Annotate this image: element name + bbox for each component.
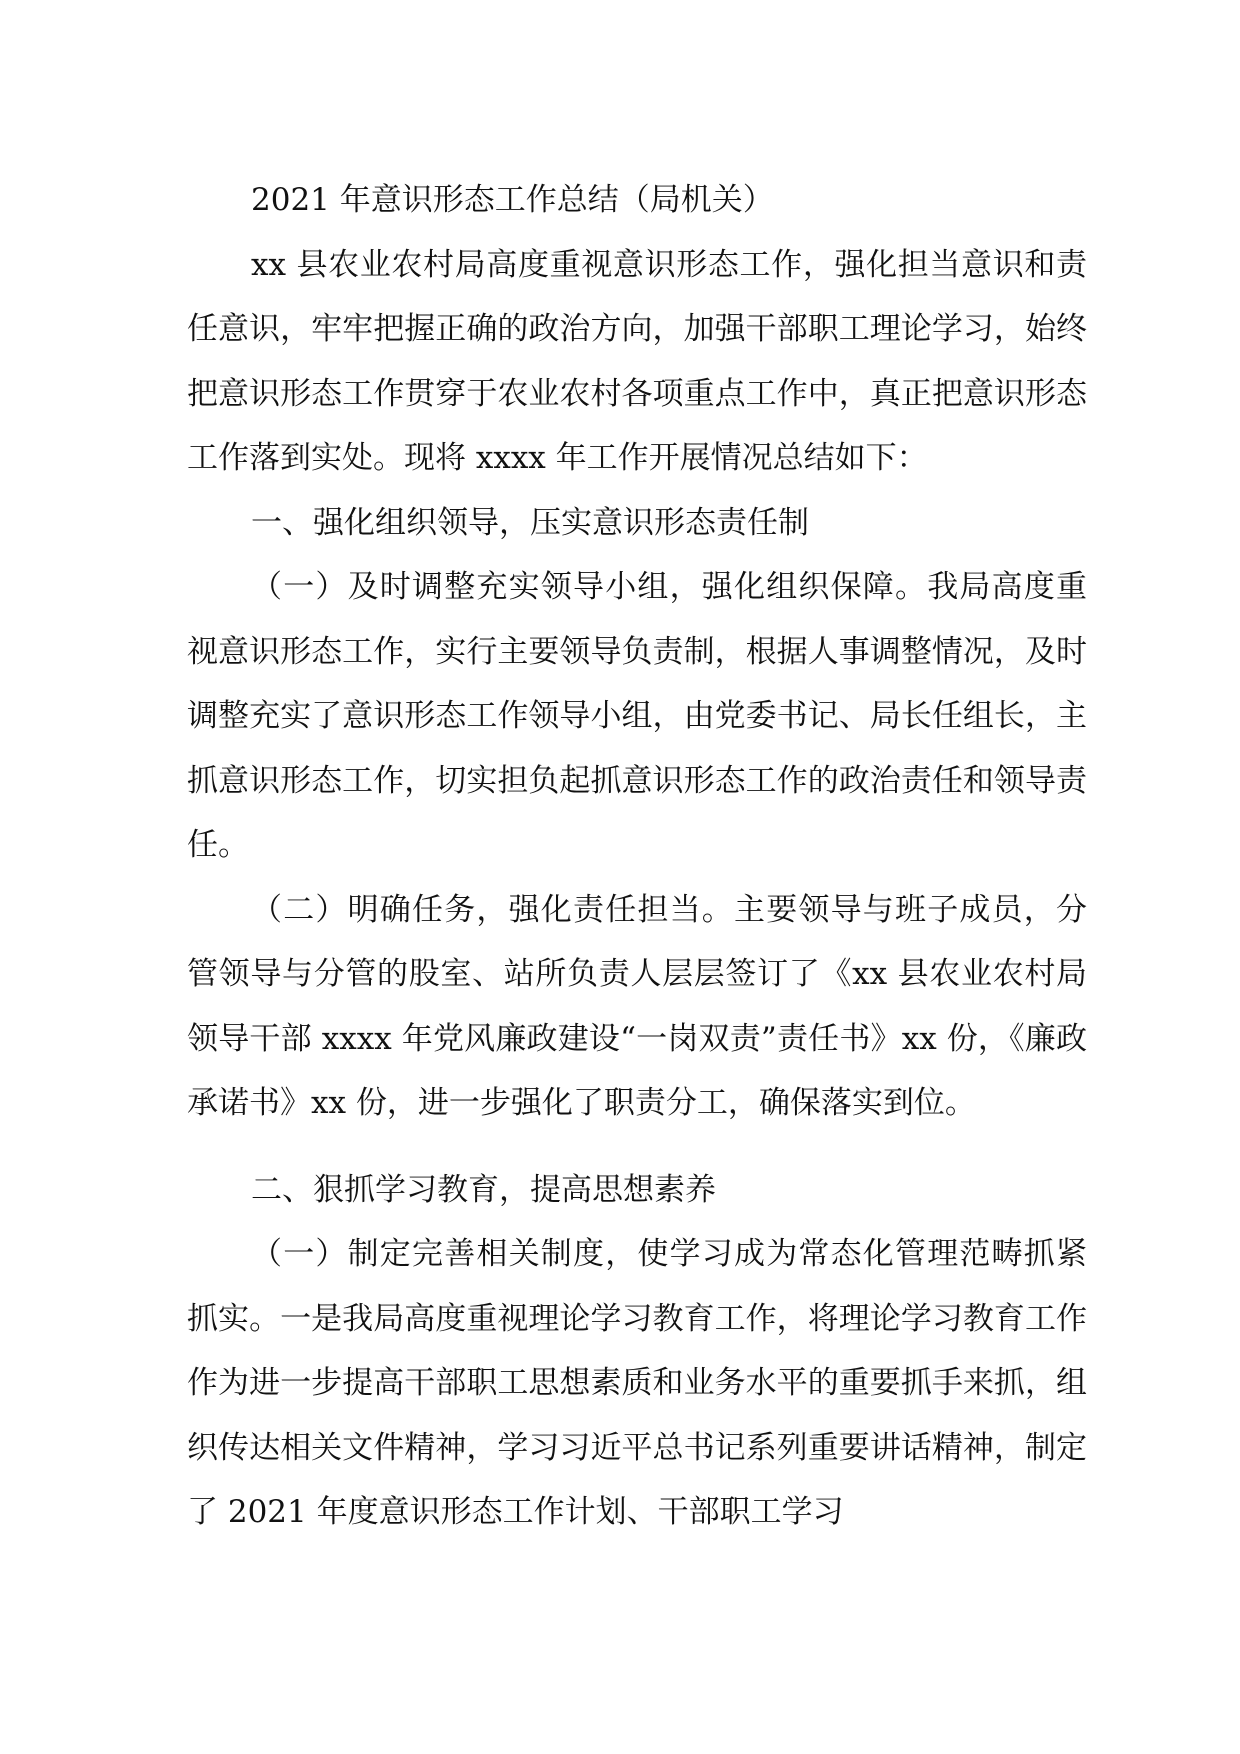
intro-paragraph: xx 县农业农村局高度重视意识形态工作，强化担当意识和责任意识，牢牢把握正确的政治方向，加强干部职工理论学习，始终把意识形态工作贯穿于农业农村各项重点工作中，真正把意识形态工作落到实处。现将 xxxx 年工作开展情况总结如下： [187, 246, 1087, 476]
subsection-1-1-paragraph: （一）及时调整充实领导小组，强化组织保障。我局高度重视意识形态工作，实行主要领导负责制，根据人事调整情况，及时调整充实了意识形态工作领导小组，由党委书记、局长任组长，主抓意识形态工作，切实担负起抓意识形态工作的政治责任和领导责任。 [187, 569, 1087, 863]
document-body [187, 168, 1087, 1545]
section-heading-2: 二、狠抓学习教育，提高思想素养 [251, 1171, 716, 1208]
subsection-2-1-paragraph: （一）制定完善相关制度，使学习成为常态化管理范畴抓紧抓实。一是我局高度重视理论学习教育工作，将理论学习教育工作作为进一步提高干部职工思想素质和业务水平的重要抓手来抓，组织传达相关文件精神，学习习近平总书记系列重要讲话精神，制定了 2021 年度意识形态工作计划、干部职工学习 [187, 1236, 1087, 1530]
document-title: 2021 年意识形态工作总结（局机关） [251, 182, 774, 218]
section-heading-1: 一、强化组织领导，压实意识形态责任制 [251, 504, 809, 541]
subsection-1-2-paragraph: （二）明确任务，强化责任担当。主要领导与班子成员，分管领导与分管的股室、站所负责人层层签订了《xx 县农业农村局领导干部 xxxx 年党风廉政建设“一岗双责”责任书》xx 份，《廉政承诺书》xx 份，进一步强化了职责分工，确保落实到位。 [187, 891, 1087, 1121]
